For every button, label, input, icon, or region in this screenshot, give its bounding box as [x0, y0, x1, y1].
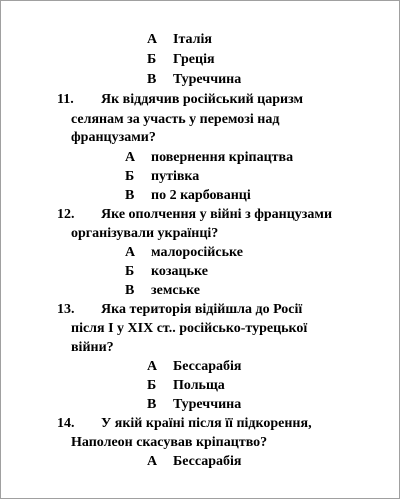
option-text: Греція	[173, 52, 215, 67]
option-letter: В	[147, 397, 157, 412]
question-text-line: Яке ополчення у війні з французами	[101, 207, 333, 222]
question-number: 14.	[57, 416, 75, 431]
question-text-line: У якій країні після її підкорення,	[101, 416, 312, 431]
option-text: Туреччина	[173, 397, 242, 412]
option-letter: В	[125, 188, 135, 203]
option-text: малоросійське	[151, 245, 243, 260]
question-number: 13.	[57, 302, 75, 317]
option-text: путівка	[151, 169, 200, 184]
question-number: 12.	[57, 207, 75, 222]
option-text: Бессарабія	[173, 454, 242, 469]
option-text: Польща	[173, 378, 225, 393]
question-text-line: французами?	[71, 130, 156, 145]
option-text: земське	[151, 283, 200, 298]
option-text: по 2 карбованці	[151, 188, 251, 203]
option-letter: В	[147, 72, 157, 87]
question-text-line: організували українці?	[71, 226, 219, 241]
question-text-line: Наполеон скасував кріпацтво?	[71, 435, 268, 450]
question-text-line: Яка територія відійшла до Росії	[101, 302, 303, 317]
question-text-line: після І у XIX ст.. російсько-турецької	[71, 321, 308, 336]
question-text-line: Як віддячив російський царизм	[101, 92, 304, 107]
option-letter: Б	[147, 52, 157, 67]
option-text: Італія	[173, 32, 212, 47]
option-letter: А	[125, 150, 136, 165]
question-text-line: війни?	[71, 340, 114, 355]
option-letter: А	[147, 32, 158, 47]
question-number: 11.	[57, 92, 74, 107]
question-text-line: селянам за участь у перемозі над	[71, 112, 280, 127]
option-letter: Б	[125, 264, 135, 279]
option-text: Туреччина	[173, 72, 242, 87]
option-text: повернення кріпацтва	[151, 150, 294, 165]
option-letter: А	[147, 359, 158, 374]
option-letter: А	[147, 454, 158, 469]
option-letter: А	[125, 245, 136, 260]
option-letter: Б	[125, 169, 135, 184]
option-letter: Б	[147, 378, 157, 393]
option-text: Бессарабія	[173, 359, 242, 374]
option-letter: В	[125, 283, 135, 298]
option-text: козацьке	[151, 264, 208, 279]
